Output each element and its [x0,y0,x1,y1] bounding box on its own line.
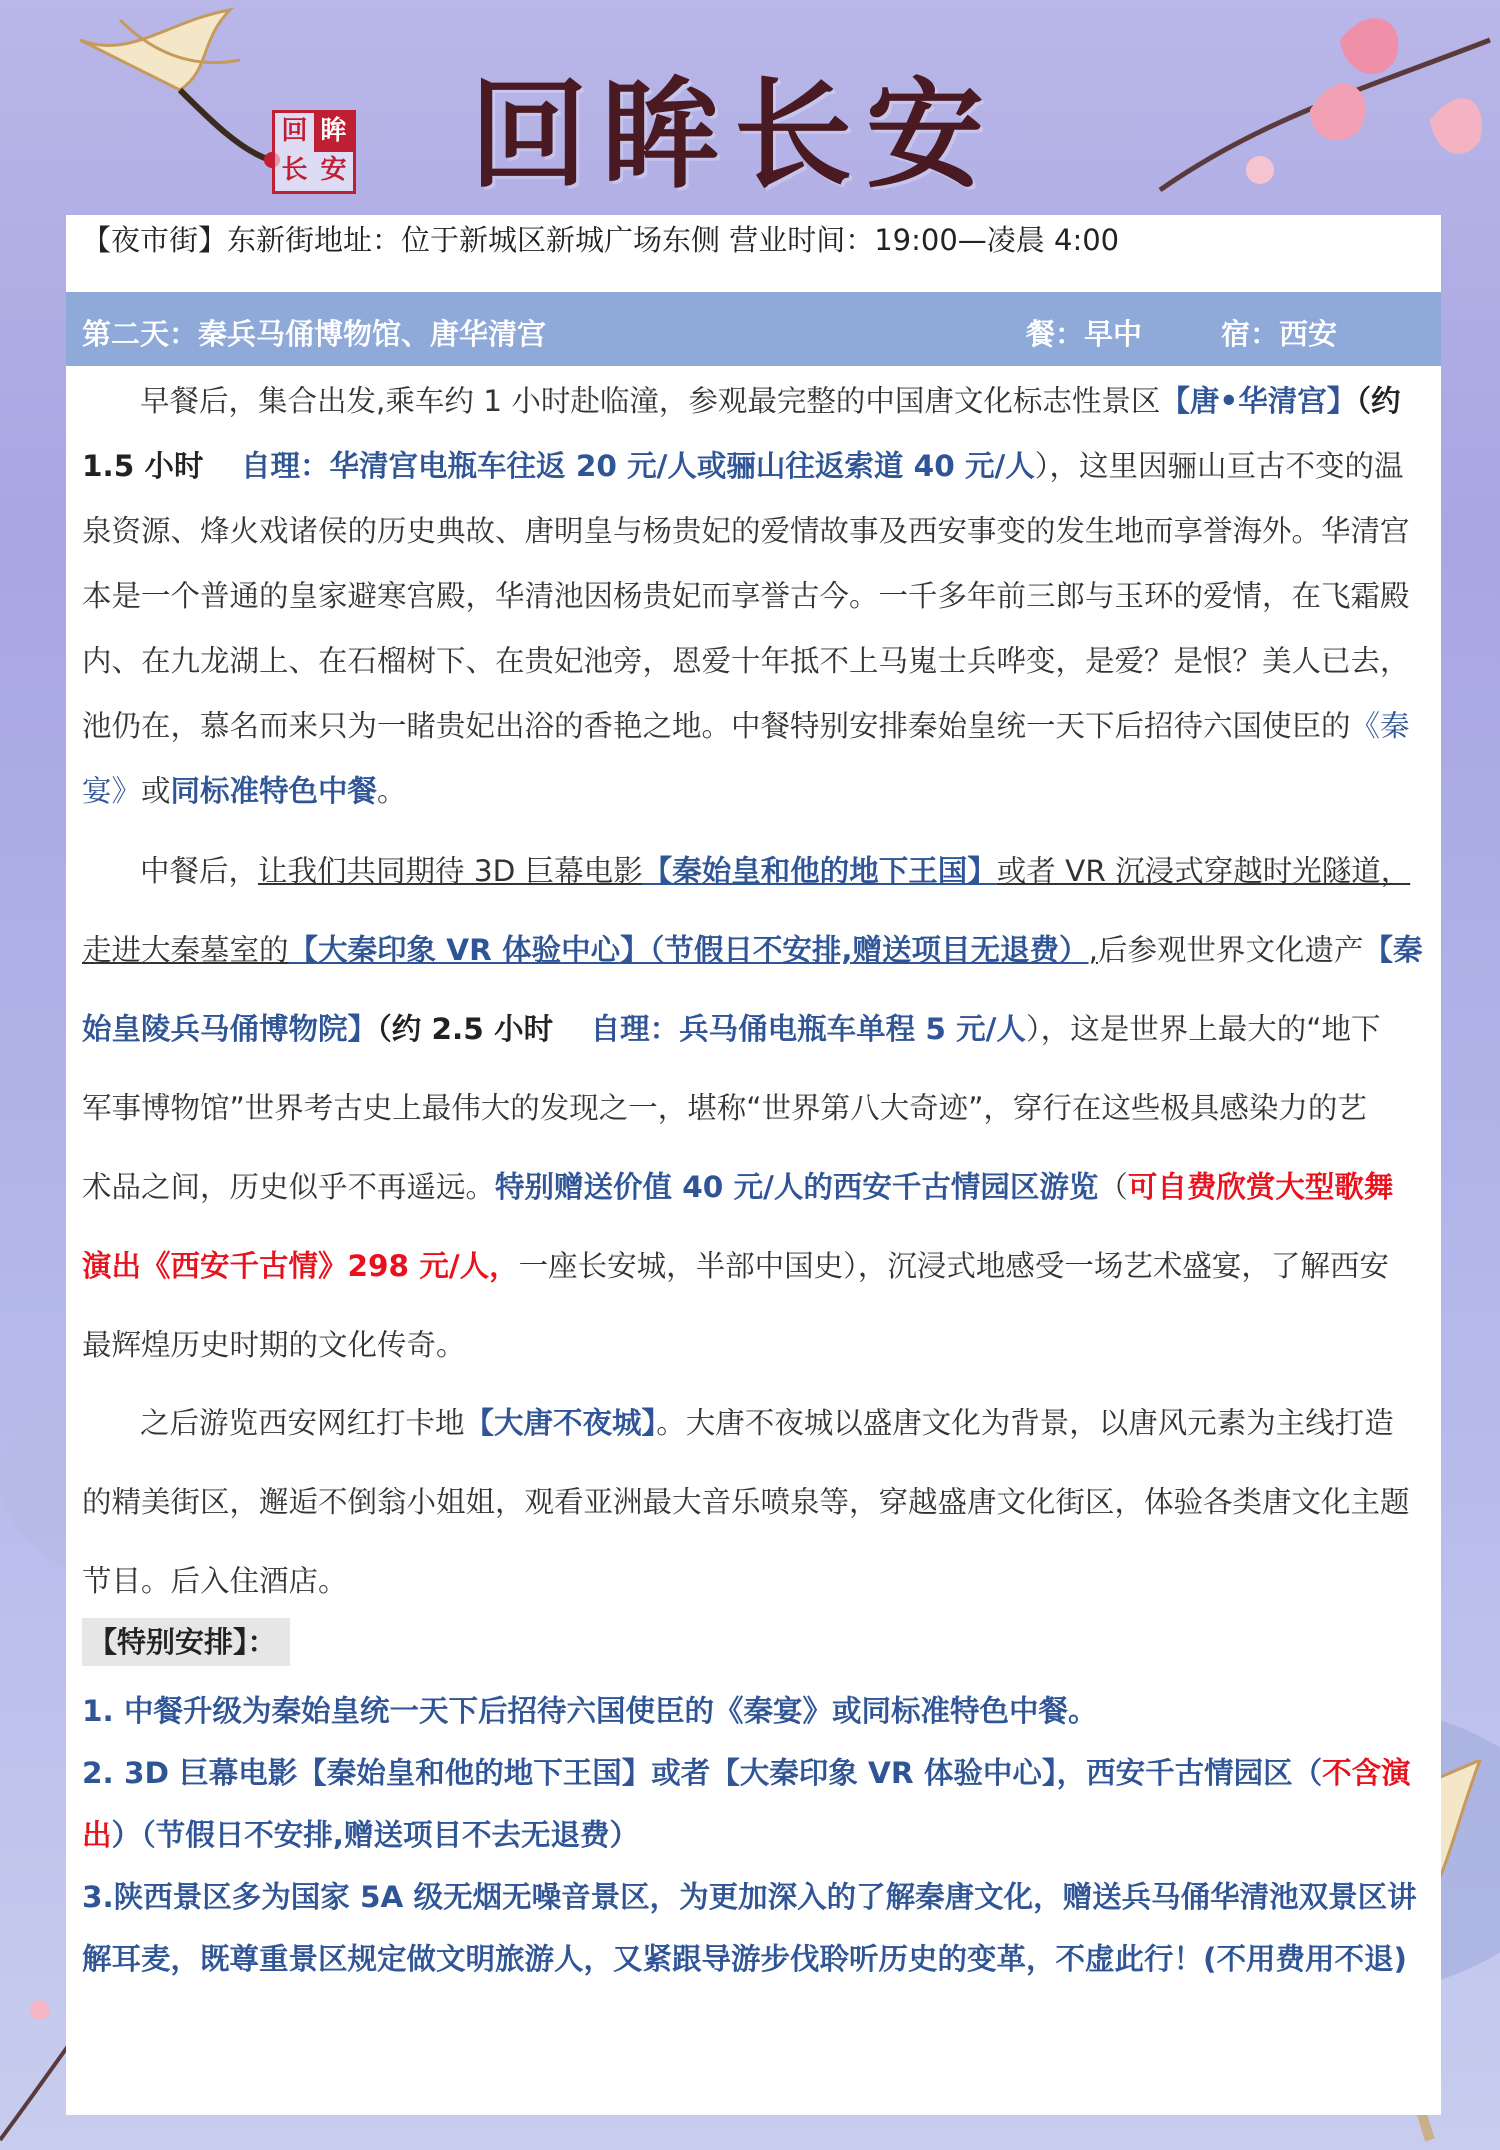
seal-char: 安 [320,155,347,185]
paragraph-line: 最辉煌历史时期的文化传奇。 [82,1328,466,1362]
special-item: 解耳麦，既尊重景区规定做文明旅游人，又紧跟导游步伐聆听历史的变革，不虚此行！(不用费用不退) [82,1942,1407,1976]
paragraph-line: 演出《西安千古情》298 元/人，一座长安城，半部中国史），沉浸式地感受一场艺术盛宴，了解西安 [82,1249,1389,1283]
paragraph-line: 本是一个普通的皇家避寒宫殿，华清池因杨贵妃而享誉古今。一千多年前三郎与玉环的爱情，在飞霜殿 [82,579,1410,613]
special-item: 3.陕西景区多为国家 5A 级无烟无噪音景区，为更加深入的了解秦唐文化，赠送兵马俑华清池双景区讲 [82,1880,1417,1914]
day-stay: 宿：西安 [1221,317,1338,351]
day-title: 第二天：秦兵马俑博物馆、唐华清宫 [82,317,547,351]
paragraph-line: 节目。后入住酒店。 [82,1564,348,1598]
paragraph-line: 术品之间，历史似乎不再遥远。特别赠送价值 40 元/人的西安千古情园区游览（可自费欣赏大型歌舞 [82,1170,1394,1204]
paragraph-line: 中餐后，让我们共同期待 3D 巨幕电影【秦始皇和他的地下王国】或者 VR 沉浸式穿越时光隧道， [140,854,1411,888]
seal-stamp [272,110,356,194]
paragraph-line: 内、在九龙湖上、在石榴树下、在贵妃池旁，恩爱十年抵不上马嵬士兵哗变，是爱？是恨？美人已去， [82,644,1410,678]
paragraph-line: 之后游览西安网红打卡地【大唐不夜城】。大唐不夜城以盛唐文化为背景，以唐风元素为主线打造 [140,1406,1394,1440]
special-item: 1. 中餐升级为秦始皇统一天下后招待六国使臣的《秦宴》或同标准特色中餐。 [82,1694,1098,1728]
special-item: 出）（节假日不安排,赠送项目不去无退费） [82,1818,639,1852]
day-meal: 餐：早中 [1026,317,1143,351]
header [0,0,1500,215]
paragraph-line: 早餐后，集合出发,乘车约 1 小时赴临潼，参观最完整的中国唐文化标志性景区【唐•华清宫】（约 [140,384,1401,418]
special-item: 2. 3D 巨幕电影【秦始皇和他的地下王国】或者【大秦印象 VR 体验中心】，西安千古情园区（不含演 [82,1756,1411,1790]
paragraph-line: 泉资源、烽火戏诸侯的历史典故、唐明皇与杨贵妃的爱情故事及西安事变的发生地而享誉海外。华清宫 [82,514,1410,548]
paragraph-line: 军事博物馆”世界考古史上最伟大的发现之一，堪称“世界第八大奇迹”，穿行在这些极具感染力的艺 [82,1091,1367,1125]
paragraph-line: 始皇陵兵马俑博物院】（约 2.5 小时 自理：兵马俑电瓶车单程 5 元/人），这是世界上最大的“地下 [82,1012,1381,1046]
seal-char: 回 [281,116,308,146]
paragraph-line: 的精美街区，邂逅不倒翁小姐姐，观看亚洲最大音乐喷泉等，穿越盛唐文化街区，体验各类唐文化主题 [82,1485,1410,1519]
night-market-line: 【夜市街】东新街地址：位于新城区新城广场东侧 营业时间：19:00—凌晨 4:00 [82,223,1120,257]
day-header-bar [66,292,1441,366]
special-label: 【特别安排】： [82,1618,290,1666]
seal-char: 长 [281,155,308,185]
paragraph-line: 走进大秦墓室的【大秦印象 VR 体验中心】（节假日不安排,赠送项目无退费）,后参观世界文化遗产【秦 [82,933,1423,967]
page-title: 回眸长安 [470,65,999,204]
paragraph-line: 宴》或同标准特色中餐。 [82,774,407,808]
paragraph-line: 池仍在，慕名而来只为一睹贵妃出浴的香艳之地。中餐特别安排秦始皇统一天下后招待六国使臣的《秦 [82,709,1410,743]
paragraph-line: 1.5 小时 自理：华清宫电瓶车往返 20 元/人或骊山往返索道 40 元/人），这里因骊山亘古不变的温 [82,449,1404,483]
seal-char: 眸 [314,113,353,152]
